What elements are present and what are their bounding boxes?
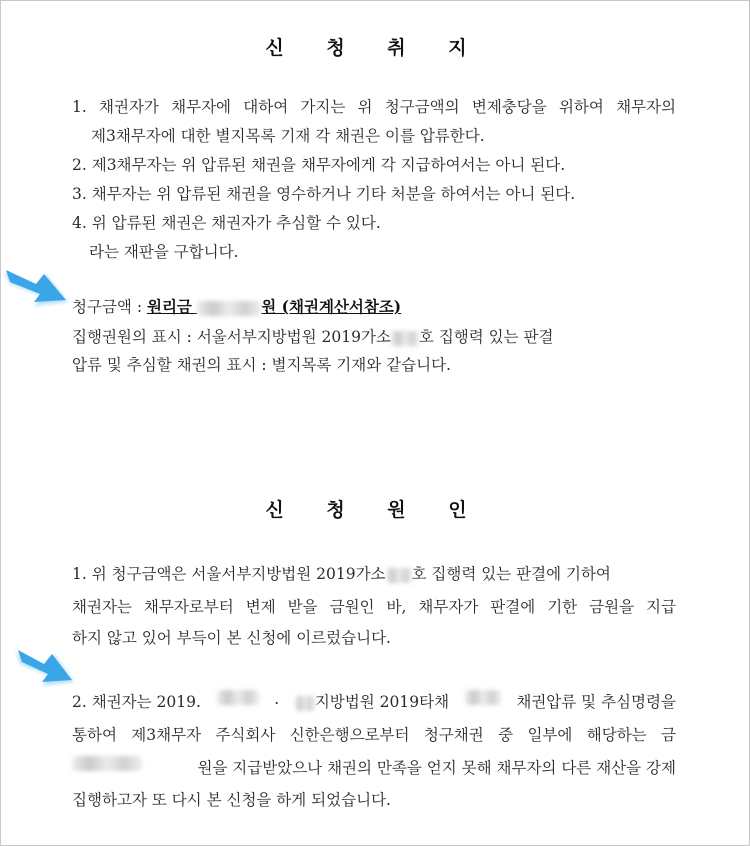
redacted-received-amount — [72, 756, 142, 771]
redacted-amount — [197, 301, 261, 316]
redacted-case-number — [465, 690, 501, 705]
purpose-closing: 라는 재판을 구합니다. — [89, 243, 239, 261]
cause-p1-line2: 채권자는 채무자로부터 변제 받을 금원인 바, 채무자가 판결에 기한 금원을 지급 — [72, 598, 676, 616]
cause-p1-line1: 1. 위 청구금액은 서울서부지방법원 2019가소 호 집행력 있는 판결에 기하여 — [72, 565, 611, 583]
purpose-item-4: 4. 위 압류된 채권은 채권자가 추심할 수 있다. — [72, 214, 381, 232]
purpose-item-1-cont: 제3채무자에 대한 별지목록 기재 각 채권은 이를 압류한다. — [91, 127, 485, 145]
claim-amount-line — [72, 295, 401, 317]
section-heading-purpose: 신 청 취 지 — [265, 37, 485, 59]
seizure-line: 압류 및 추심할 채권의 표시 : 별지목록 기재와 같습니다. — [72, 356, 451, 374]
purpose-item-1: 1. 채권자가 채무자에 대하여 가지는 위 청구금액의 변제충당을 위하여 채무자의 — [72, 98, 676, 116]
cause-p2-line2: 통하여 제3채무자 주식회사 신한은행으로부터 청구채권 중 일부에 해당하는 금 — [72, 726, 676, 744]
arrow-right-icon — [14, 644, 76, 690]
cause-p2-line1: 2. 채권자는 2019. . 지방법원 2019타채 채권압류 및 추심명령을 — [72, 690, 676, 711]
claim-label: 청구금액 : — [72, 298, 147, 316]
arrow-right-icon — [2, 262, 72, 308]
section-heading-cause: 신 청 원 인 — [265, 499, 485, 521]
enforcement-title-line: 집행권원의 표시 : 서울서부지방법원 2019가소 호 집행력 있는 판결 — [72, 328, 554, 346]
redacted-court — [295, 696, 315, 711]
redacted-case-number — [391, 331, 419, 346]
cause-p2-line3: 원을 지급받았으나 채권의 만족을 얻지 못해 채무자의 다른 재산을 강제 — [72, 756, 676, 778]
claim-amount: 원리금 원 (채권계산서참조) — [146, 297, 402, 316]
purpose-item-2: 2. 제3채무자는 위 압류된 채권을 채무자에게 각 지급하여서는 아니 된다. — [72, 156, 566, 174]
purpose-item-3: 3. 채무자는 위 압류된 채권을 영수하거나 기타 처분을 하여서는 아니 된다. — [72, 185, 576, 203]
redacted-case-number — [386, 568, 412, 583]
redacted-date — [217, 690, 259, 705]
cause-p1-line3: 하지 않고 있어 부득이 본 신청에 이르렀습니다. — [72, 629, 391, 647]
cause-p2-line4: 집행하고자 또 다시 본 신청을 하게 되었습니다. — [72, 791, 391, 809]
